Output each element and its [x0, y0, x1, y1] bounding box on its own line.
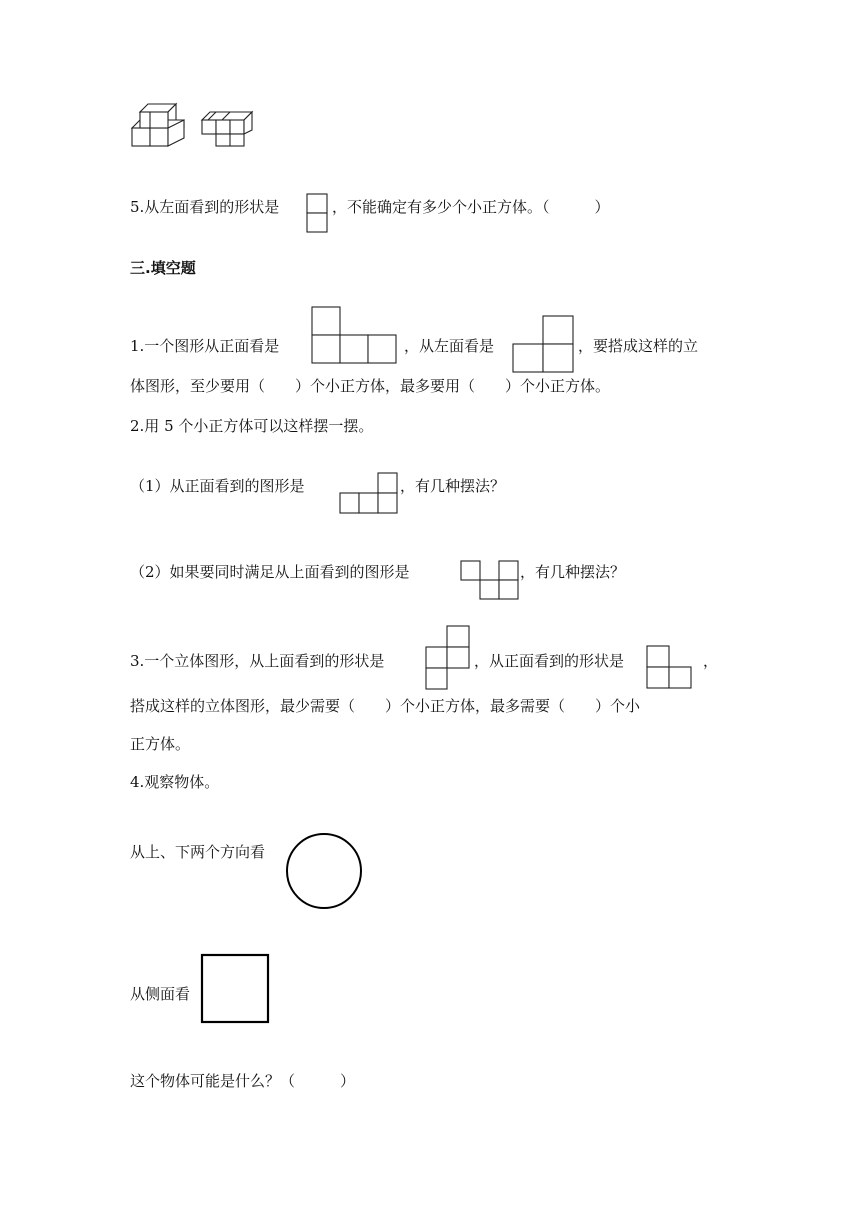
- q5-left-view-figure: [306, 193, 330, 235]
- f2-title: 2.用 5 个小正方体可以这样摆一摆。: [130, 417, 374, 435]
- f4-top-view-label: 从上、下两个方向看: [130, 843, 266, 861]
- f1-text-c: ，要搭成这样的立: [578, 337, 699, 355]
- f3-line3: 正方体。: [130, 735, 191, 753]
- f3-text-b: ，从正面看到的形状是: [474, 652, 625, 670]
- q5-text-b: ，不能确定有多少个小正方体。（ ）: [332, 198, 610, 216]
- f4-title: 4.观察物体。: [130, 773, 220, 791]
- f2-top-view-figure: [460, 560, 520, 602]
- square-view-figure: [200, 952, 272, 1024]
- f2-p2-text-b: ，有几种摆法？: [520, 563, 626, 581]
- f3-line2: 搭成这样的立体图形，最少需要（ ）个小正方体，最多需要（ ）个小: [130, 697, 641, 715]
- f2-front-view-figure: [338, 472, 400, 516]
- cube-figure-right: [198, 108, 258, 148]
- f2-p1-text-b: ，有几种摆法？: [400, 477, 506, 495]
- cube-figure-left: [128, 100, 188, 150]
- circle-view-figure: [285, 830, 365, 910]
- f1-line2: 体图形，至少要用（ ）个小正方体，最多要用（ ）个小正方体。: [130, 377, 611, 395]
- q5-text-a: 5.从左面看到的形状是: [130, 198, 280, 216]
- f4-side-view-label: 从侧面看: [130, 985, 191, 1003]
- f1-left-view-figure: [512, 315, 576, 375]
- section-heading: 三.填空题: [130, 259, 196, 277]
- f1-text-b: ，从左面看是: [404, 337, 495, 355]
- f2-p2-text-a: （2）如果要同时满足从上面看到的图形是: [130, 563, 410, 581]
- f2-p1-text-a: （1）从正面看到的图形是: [130, 477, 305, 495]
- f3-front-view-figure: [646, 645, 696, 691]
- f3-text-c: ，: [703, 652, 719, 670]
- f3-text-a: 3.一个立体图形，从上面看到的形状是: [130, 652, 385, 670]
- f1-text-a: 1.一个图形从正面看是: [130, 337, 280, 355]
- f4-question: 这个物体可能是什么？（ ）: [130, 1072, 356, 1090]
- f3-top-view-figure: [425, 625, 473, 691]
- f1-front-view-figure: [311, 306, 401, 366]
